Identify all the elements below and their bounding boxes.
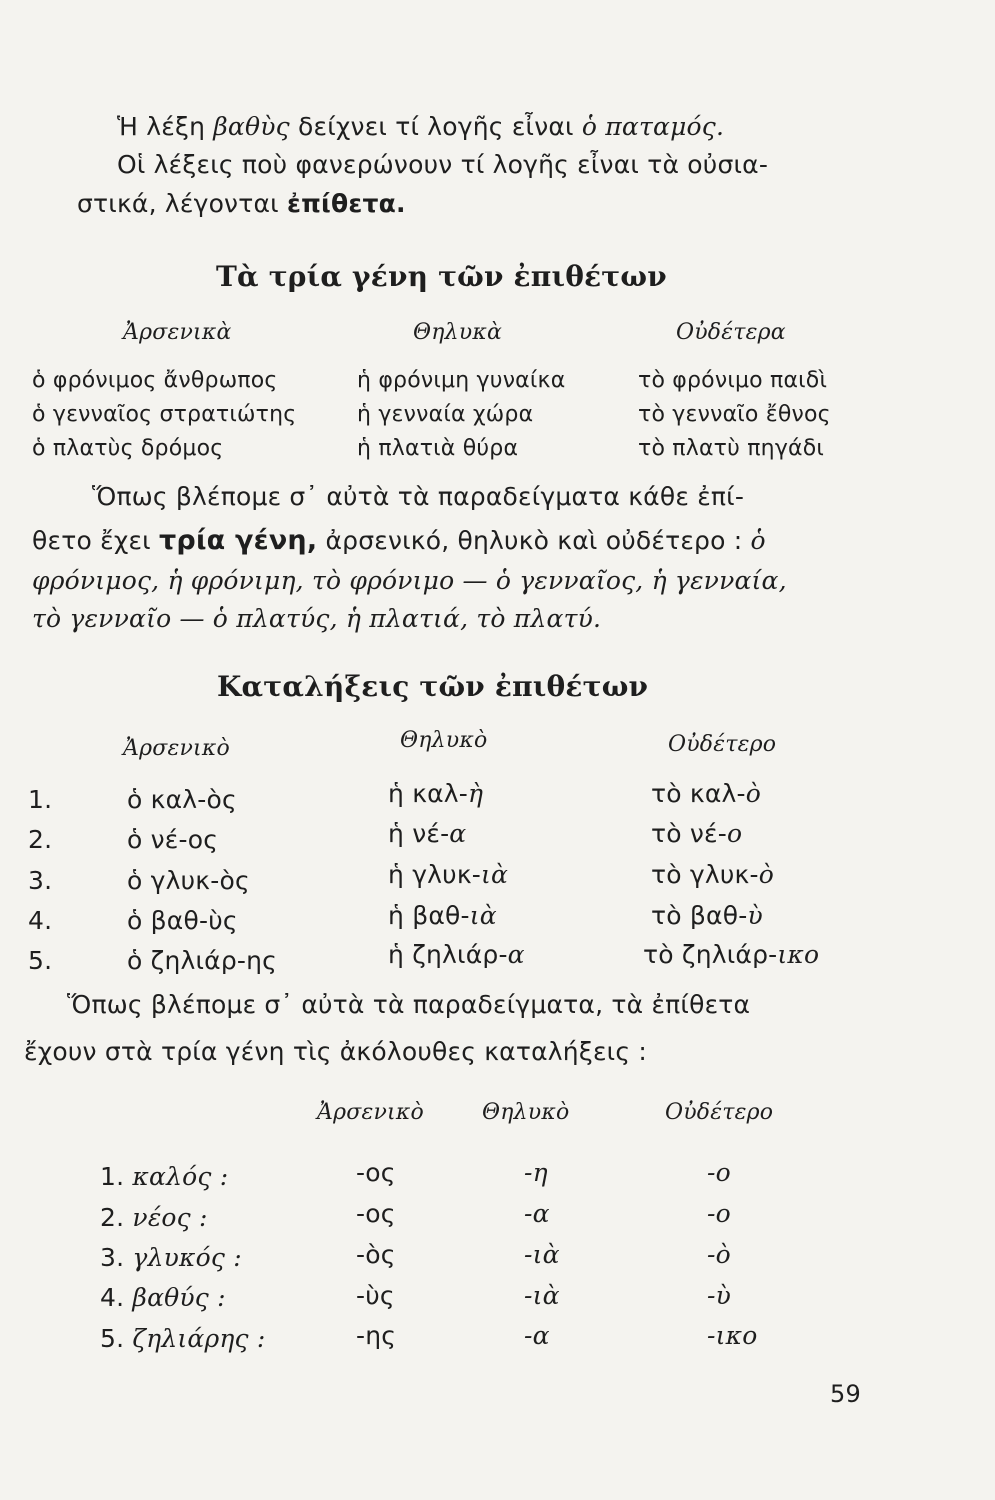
endings-fem-1: ἡ καλ-ὴ	[388, 779, 484, 808]
intro-line-2: Οἱ λέξεις ποὺ φανερώνουν τί λογῆς εἶναι τὰ οὐσια-	[117, 150, 769, 179]
endings-neut-3: τὸ γλυκ-ὸ	[651, 860, 774, 889]
summary-fem-1: -η	[524, 1158, 548, 1187]
summary-fem-3: -ιὰ	[524, 1240, 560, 1269]
col-header-feminine: Θηλυκὰ	[413, 320, 503, 345]
endings-num-5: 5.	[28, 946, 53, 975]
para3-line-2: ἔχουν στὰ τρία γένη τὶς ἀκόλουθες καταλήξεις :	[24, 1037, 647, 1066]
summary-row-3: 3. γλυκός :	[100, 1243, 242, 1272]
example-fem-3: ἡ πλατιὰ θύρα	[357, 436, 519, 461]
summary-neut-5: -ικο	[707, 1321, 758, 1350]
page-number: 59	[830, 1380, 861, 1408]
summary-row-2: 2. νέος :	[100, 1203, 208, 1232]
intro-line-3: στικά, λέγονται ἐπίθετα.	[77, 189, 406, 218]
summary-row-1: 1. καλός :	[100, 1162, 229, 1191]
para2-line-3: φρόνιμος, ἡ φρόνιμη, τὸ φρόνιμο — ὁ γενναῖος, ἡ γενναία,	[32, 566, 787, 595]
endings-num-4: 4.	[28, 906, 53, 935]
example-masc-1: ὁ φρόνιμος ἄνθρωπος	[32, 368, 278, 393]
endings-fem-5: ἡ ζηλιάρ-α	[388, 940, 525, 969]
example-fem-1: ἡ φρόνιμη γυναίκα	[357, 368, 566, 393]
endings-masc-3: ὁ γλυκ-ὸς	[127, 866, 250, 895]
summary-neut-2: -ο	[707, 1199, 731, 1228]
intro-line-1: Ἡ λέξη βαθὺς δείχνει τί λογῆς εἶναι ὁ παταμός.	[117, 112, 725, 141]
endings-num-3: 3.	[28, 866, 53, 895]
summary-fem-2: -α	[524, 1199, 550, 1228]
summary-neut-1: -ο	[707, 1158, 731, 1187]
endings-neut-5: τὸ ζηλιάρ-ικο	[643, 940, 820, 969]
col-header-masculine: Ἀρσενικὰ	[123, 320, 232, 345]
endings-neut-1: τὸ καλ-ὸ	[651, 779, 761, 808]
summary-masc-4: -ὺς	[356, 1281, 395, 1310]
col-header-neuter: Οὐδέτερα	[676, 320, 786, 345]
summary-masc-1: -ος	[356, 1158, 396, 1187]
endings-neut-2: τὸ νέ-ο	[651, 819, 743, 848]
para2-line-2: θετο ἔχει τρία γένη, ἀρσενικό, θηλυκὸ καὶ οὐδέτερο : ὁ	[32, 525, 766, 556]
example-neut-1: τὸ φρόνιμο παιδὶ	[638, 368, 828, 393]
para2-line-4: τὸ γενναῖο — ὁ πλατύς, ἡ πλατιά, τὸ πλατύ.	[32, 604, 602, 633]
endings-fem-2: ἡ νέ-α	[388, 819, 467, 848]
endings-masc-2: ὁ νέ-ος	[127, 825, 219, 854]
para3-line-1: Ὅπως βλέπομε σ᾽ αὐτὰ τὰ παραδείγματα, τὰ ἐπίθετα	[67, 990, 751, 1019]
summary-row-5: 5. ζηλιάρης :	[100, 1324, 266, 1353]
endings-num-1: 1.	[28, 785, 53, 814]
summary-row-4: 4. βαθύς :	[100, 1283, 226, 1312]
example-masc-2: ὁ γενναῖος στρατιώτης	[32, 402, 297, 427]
endings-masc-1: ὁ καλ-ὸς	[127, 785, 237, 814]
example-neut-2: τὸ γενναῖο ἔθνος	[638, 402, 831, 427]
endings-num-2: 2.	[28, 825, 53, 854]
endings-fem-4: ἡ βαθ-ιὰ	[388, 901, 497, 930]
endings-masc-5: ὁ ζηλιάρ-ης	[127, 946, 278, 975]
summary-col-header-masculine: Ἀρσενικὸ	[317, 1100, 424, 1125]
summary-neut-4: -ὺ	[707, 1281, 732, 1310]
summary-masc-3: -ὸς	[356, 1240, 396, 1269]
endings-fem-3: ἡ γλυκ-ιὰ	[388, 860, 509, 889]
section-heading-endings: Καταλήξεις τῶν ἐπιθέτων	[217, 670, 649, 703]
endings-neut-4: τὸ βαθ-ὺ	[651, 901, 763, 930]
summary-masc-5: -ης	[356, 1321, 397, 1350]
endings-col-header-masculine: Ἀρσενικὸ	[123, 736, 230, 761]
summary-fem-4: -ιὰ	[524, 1281, 560, 1310]
para2-line-1: Ὅπως βλέπομε σ᾽ αὐτὰ τὰ παραδείγματα κάθε ἐπί-	[92, 482, 745, 511]
example-masc-3: ὁ πλατὺς δρόμος	[32, 436, 224, 461]
summary-fem-5: -α	[524, 1321, 550, 1350]
summary-col-header-feminine: Θηλυκὸ	[482, 1100, 570, 1125]
summary-neut-3: -ὸ	[707, 1240, 731, 1269]
endings-col-header-feminine: Θηλυκὸ	[400, 728, 488, 753]
example-neut-3: τὸ πλατὺ πηγάδι	[638, 436, 825, 461]
endings-masc-4: ὁ βαθ-ὺς	[127, 906, 238, 935]
example-fem-2: ἡ γενναία χώρα	[357, 402, 534, 427]
summary-masc-2: -ος	[356, 1199, 396, 1228]
summary-col-header-neuter: Οὐδέτερο	[665, 1100, 774, 1125]
section-heading-genders: Τὰ τρία γένη τῶν ἐπιθέτων	[216, 260, 667, 293]
endings-col-header-neuter: Οὐδέτερο	[668, 732, 777, 757]
